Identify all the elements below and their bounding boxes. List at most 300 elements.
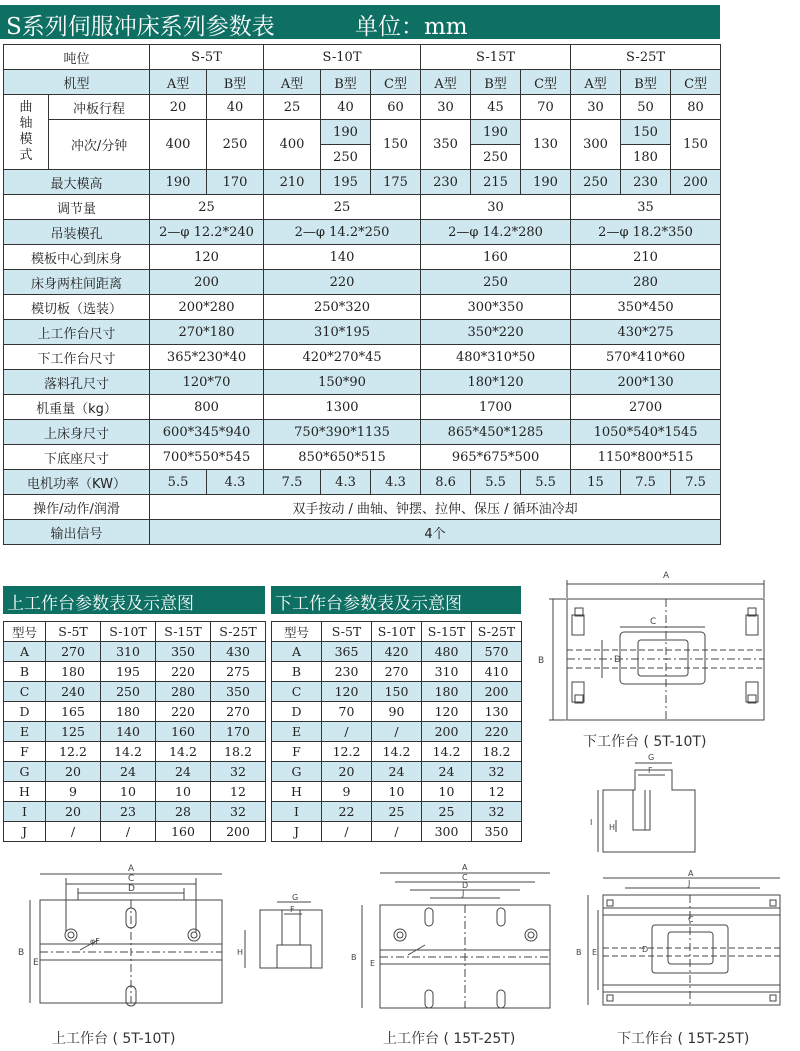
- series-cell: S-15T: [421, 45, 571, 70]
- spec-row-value: 865*450*1285: [421, 420, 571, 445]
- param-value-cell: 20: [46, 762, 101, 782]
- spec-row: [4, 445, 721, 470]
- param-value-cell: 25: [422, 802, 472, 822]
- param-value-cell: 270: [372, 662, 422, 682]
- param-value-cell: 430: [211, 642, 266, 662]
- upper-table-title: 上工作台参数表及示意图: [7, 594, 194, 614]
- param-row: [4, 682, 266, 702]
- spm-cell: 190: [471, 120, 521, 145]
- param-value-cell: 240: [46, 682, 101, 702]
- spm-label: 冲次/分钟: [49, 120, 150, 170]
- param-row: [272, 642, 522, 662]
- max-height-cell: 250: [571, 170, 621, 195]
- spec-table: [3, 44, 721, 545]
- spec-row-label: 床身两柱间距离: [4, 270, 150, 295]
- param-value-cell: 25: [372, 802, 422, 822]
- dim-label-c: C: [650, 617, 657, 627]
- param-letter-cell: A: [272, 642, 322, 662]
- spec-row-label: 吊装模孔: [4, 220, 150, 245]
- stroke-cell: 80: [671, 95, 721, 120]
- model-cell: B型: [621, 70, 671, 95]
- spec-row-value: 600*345*940: [150, 420, 264, 445]
- spec-row-value: 850*650*515: [264, 445, 421, 470]
- param-letter-cell: I: [272, 802, 322, 822]
- param-letter-cell: B: [4, 662, 46, 682]
- dim-label-a: A: [128, 864, 135, 874]
- param-row: [272, 822, 522, 842]
- param-value-cell: /: [372, 822, 422, 842]
- spec-row-value: 480*310*50: [421, 345, 571, 370]
- param-row: [4, 662, 266, 682]
- spec-row-value: 120: [150, 245, 264, 270]
- dim-label-b: B: [538, 656, 545, 666]
- spec-row-label: 机重量（kg）: [4, 395, 150, 420]
- spec-row-value: 210: [571, 245, 721, 270]
- output-label: 输出信号: [4, 520, 150, 545]
- stroke-cell: 25: [264, 95, 321, 120]
- output-value: 4个: [150, 520, 721, 545]
- param-value-cell: 570: [472, 642, 522, 662]
- dim-label-e: E: [33, 958, 39, 968]
- dim-label-e: E: [370, 959, 376, 968]
- crank-mode-label: 曲轴模式: [4, 95, 49, 170]
- page-title: S系列伺服冲床系列参数表: [6, 14, 275, 40]
- max-height-cell: 230: [621, 170, 671, 195]
- stroke-cell: 30: [571, 95, 621, 120]
- param-value-cell: 12: [472, 782, 522, 802]
- param-letter-cell: G: [4, 762, 46, 782]
- spec-row-value: 2—φ 14.2*250: [264, 220, 421, 245]
- param-value-cell: 12.2: [322, 742, 372, 762]
- spec-row-value: 25: [264, 195, 421, 220]
- motor-cell: 7.5: [621, 470, 671, 495]
- model-cell: C型: [521, 70, 571, 95]
- param-letter-cell: F: [272, 742, 322, 762]
- param-letter-cell: I: [4, 802, 46, 822]
- model-cell: A型: [571, 70, 621, 95]
- spec-row-value: 160: [421, 245, 571, 270]
- param-value-cell: 32: [211, 802, 266, 822]
- param-value-cell: 180: [101, 702, 156, 722]
- stroke-cell: 30: [421, 95, 471, 120]
- param-value-cell: 18.2: [472, 742, 522, 762]
- spec-row-value: 280: [571, 270, 721, 295]
- param-value-cell: 10: [156, 782, 211, 802]
- spec-row-value: 300*350: [421, 295, 571, 320]
- caption-lower-15t-25t: 下工作台 ( 15T-25T): [617, 1031, 750, 1047]
- stroke-row: [4, 95, 721, 120]
- param-value-cell: 10: [372, 782, 422, 802]
- spec-row: [4, 295, 721, 320]
- param-row: [272, 682, 522, 702]
- spm-cell: 190: [321, 120, 371, 145]
- spec-row-value: 965*675*500: [421, 445, 571, 470]
- upper-worktable-5t-10t-drawing: [18, 864, 222, 1006]
- spec-row-value: 420*270*45: [264, 345, 421, 370]
- spec-row-value: 270*180: [150, 320, 264, 345]
- param-value-cell: 14.2: [422, 742, 472, 762]
- spec-row: [4, 220, 721, 245]
- param-value-cell: 170: [211, 722, 266, 742]
- param-value-cell: 9: [322, 782, 372, 802]
- spec-row-value: 35: [571, 195, 721, 220]
- param-value-cell: 24: [372, 762, 422, 782]
- dim-label-j: J: [688, 879, 691, 888]
- spec-row-value: 1700: [421, 395, 571, 420]
- spec-row: [4, 320, 721, 345]
- spec-row: [4, 395, 721, 420]
- param-letter-cell: B: [272, 662, 322, 682]
- model-label: 机型: [4, 70, 150, 95]
- max-height-cell: 190: [150, 170, 207, 195]
- series-cell: S-10T: [264, 45, 421, 70]
- param-value-cell: 280: [156, 682, 211, 702]
- spm-cell: 250: [321, 145, 371, 170]
- spec-row-value: 200*280: [150, 295, 264, 320]
- dim-label-b: B: [18, 948, 25, 958]
- param-value-cell: 365: [322, 642, 372, 662]
- param-value-cell: 20: [46, 802, 101, 822]
- stroke-cell: 20: [150, 95, 207, 120]
- param-value-cell: 350: [472, 822, 522, 842]
- caption-upper-15t-25t: 上工作台 ( 15T-25T): [383, 1031, 516, 1047]
- param-row: [272, 722, 522, 742]
- operation-value: 双手按动 / 曲轴、钟摆、拉伸、保压 / 循环油冷却: [150, 495, 721, 520]
- stroke-cell: 40: [321, 95, 371, 120]
- param-value-cell: 14.2: [372, 742, 422, 762]
- max-height-cell: 200: [671, 170, 721, 195]
- dim-label-b: B: [576, 948, 582, 957]
- motor-cell: 4.3: [371, 470, 421, 495]
- motor-row: [4, 470, 721, 495]
- param-header-cell: S-25T: [211, 622, 266, 642]
- param-value-cell: 270: [46, 642, 101, 662]
- upper-table-title-bar: [3, 586, 265, 614]
- dim-label-d: D: [642, 945, 649, 954]
- stroke-cell: 50: [621, 95, 671, 120]
- param-value-cell: 420: [372, 642, 422, 662]
- param-row: [4, 702, 266, 722]
- dim-label-d: D: [128, 884, 135, 894]
- param-letter-cell: E: [4, 722, 46, 742]
- output-row: [4, 520, 721, 545]
- param-value-cell: 180: [46, 662, 101, 682]
- spec-row: [4, 345, 721, 370]
- param-row: [272, 702, 522, 722]
- series-cell: S-5T: [150, 45, 264, 70]
- caption-upper-5t-10t: 上工作台 ( 5T-10T): [52, 1031, 176, 1047]
- upper-param-table: [3, 621, 266, 842]
- dim-label-e: E: [592, 948, 598, 957]
- param-letter-cell: J: [272, 822, 322, 842]
- param-value-cell: 32: [211, 762, 266, 782]
- main-title-bar: [0, 5, 720, 39]
- max-height-label: 最大模高: [4, 170, 150, 195]
- param-value-cell: 140: [101, 722, 156, 742]
- model-cell: A型: [421, 70, 471, 95]
- stroke-cell: 70: [521, 95, 571, 120]
- dim-label-d: D: [462, 881, 469, 890]
- spec-row-value: 200: [150, 270, 264, 295]
- operation-row: [4, 495, 721, 520]
- upper-t-slot-section-drawing: [237, 893, 322, 968]
- spec-row-value: 570*410*60: [571, 345, 721, 370]
- param-value-cell: 14.2: [156, 742, 211, 762]
- param-letter-cell: H: [272, 782, 322, 802]
- param-value-cell: 32: [472, 762, 522, 782]
- spec-row-label: 上工作台尺寸: [4, 320, 150, 345]
- model-cell: B型: [207, 70, 264, 95]
- param-letter-cell: H: [4, 782, 46, 802]
- param-value-cell: 480: [422, 642, 472, 662]
- param-value-cell: 20: [322, 762, 372, 782]
- spec-row-value: 310*195: [264, 320, 421, 345]
- series-cell: S-25T: [571, 45, 721, 70]
- spec-row-value: 2—φ 12.2*240: [150, 220, 264, 245]
- param-letter-cell: D: [272, 702, 322, 722]
- lower-table-title-bar: [271, 586, 521, 614]
- spec-row-value: 250*320: [264, 295, 421, 320]
- param-value-cell: 165: [46, 702, 101, 722]
- spec-row-value: 2700: [571, 395, 721, 420]
- spec-row-value: 30: [421, 195, 571, 220]
- param-letter-cell: D: [4, 702, 46, 722]
- param-header-cell: S-10T: [372, 622, 422, 642]
- max-height-cell: 190: [521, 170, 571, 195]
- model-cell: B型: [471, 70, 521, 95]
- spec-row-value: 430*275: [571, 320, 721, 345]
- motor-cell: 7.5: [264, 470, 321, 495]
- param-value-cell: 150: [372, 682, 422, 702]
- spm-cell: 250: [207, 120, 264, 170]
- max-height-cell: 170: [207, 170, 264, 195]
- lower-worktable-5t-10t-drawing: [538, 571, 764, 720]
- param-row: [4, 782, 266, 802]
- max-height-cell: 210: [264, 170, 321, 195]
- param-value-cell: 120: [322, 682, 372, 702]
- spec-row-label: 模板中心到床身: [4, 245, 150, 270]
- param-value-cell: 275: [211, 662, 266, 682]
- spm-row-top: [4, 120, 721, 145]
- param-value-cell: 9: [46, 782, 101, 802]
- param-value-cell: 70: [322, 702, 372, 722]
- spec-row-value: 140: [264, 245, 421, 270]
- spec-row-value: 25: [150, 195, 264, 220]
- spec-row: [4, 245, 721, 270]
- max-height-row: [4, 170, 721, 195]
- param-row: [4, 722, 266, 742]
- spec-row-value: 120*70: [150, 370, 264, 395]
- spec-row-value: 220: [264, 270, 421, 295]
- param-row: [272, 782, 522, 802]
- param-value-cell: 14.2: [101, 742, 156, 762]
- spec-row-value: 350*220: [421, 320, 571, 345]
- dim-label-f: F: [648, 766, 653, 775]
- motor-cell: 4.3: [207, 470, 264, 495]
- spec-row-value: 1300: [264, 395, 421, 420]
- lower-param-table: [271, 621, 522, 842]
- param-letter-cell: C: [4, 682, 46, 702]
- spec-row: [4, 195, 721, 220]
- param-value-cell: 24: [101, 762, 156, 782]
- motor-cell: 15: [571, 470, 621, 495]
- param-value-cell: 24: [422, 762, 472, 782]
- param-header-cell: S-5T: [322, 622, 372, 642]
- param-value-cell: 200: [472, 682, 522, 702]
- motor-cell: 5.5: [150, 470, 207, 495]
- spec-row-value: 800: [150, 395, 264, 420]
- param-value-cell: 220: [472, 722, 522, 742]
- tonnage-row: [4, 45, 721, 70]
- param-value-cell: 22: [322, 802, 372, 822]
- upper-worktable-15t-25t-drawing: [351, 863, 550, 1008]
- spm-cell: 150: [371, 120, 421, 170]
- spec-row-label: 上床身尺寸: [4, 420, 150, 445]
- param-value-cell: 180: [422, 682, 472, 702]
- param-value-cell: 90: [372, 702, 422, 722]
- param-value-cell: 125: [46, 722, 101, 742]
- spm-cell: 400: [264, 120, 321, 170]
- param-value-cell: /: [101, 822, 156, 842]
- model-cell: A型: [150, 70, 207, 95]
- dim-label-g: G: [292, 893, 299, 902]
- stroke-label: 冲板行程: [49, 95, 150, 120]
- spec-row-value: 700*550*545: [150, 445, 264, 470]
- dim-label-a: A: [688, 869, 694, 878]
- param-value-cell: 32: [472, 802, 522, 822]
- caption-lower-5t-10t: 下工作台 ( 5T-10T): [583, 734, 707, 750]
- spec-row: [4, 370, 721, 395]
- param-value-cell: 200: [211, 822, 266, 842]
- param-letter-cell: G: [272, 762, 322, 782]
- param-header-cell: 型号: [4, 622, 46, 642]
- param-value-cell: 220: [156, 662, 211, 682]
- param-header-cell: S-10T: [101, 622, 156, 642]
- spec-row-value: 1050*540*1545: [571, 420, 721, 445]
- dim-label-j: J: [462, 889, 465, 898]
- param-value-cell: 200: [422, 722, 472, 742]
- spec-row-value: 365*230*40: [150, 345, 264, 370]
- param-header-cell: S-25T: [472, 622, 522, 642]
- series-rows: [4, 195, 721, 470]
- param-value-cell: 220: [156, 702, 211, 722]
- max-height-cell: 195: [321, 170, 371, 195]
- param-value-cell: 250: [101, 682, 156, 702]
- spec-row: [4, 270, 721, 295]
- param-letter-cell: F: [4, 742, 46, 762]
- spec-row-label: 调节量: [4, 195, 150, 220]
- tonnage-label: 吨位: [4, 45, 150, 70]
- param-value-cell: 350: [211, 682, 266, 702]
- dim-label-g: G: [648, 753, 655, 762]
- param-value-cell: /: [46, 822, 101, 842]
- param-value-cell: 160: [156, 722, 211, 742]
- dim-label-phi-f: φF: [90, 937, 100, 946]
- param-value-cell: 300: [422, 822, 472, 842]
- spm-cell: 300: [571, 120, 621, 170]
- param-letter-cell: A: [4, 642, 46, 662]
- dim-label-d: D: [614, 655, 621, 665]
- param-value-cell: 130: [472, 702, 522, 722]
- param-header-cell: S-15T: [156, 622, 211, 642]
- param-value-cell: /: [372, 722, 422, 742]
- spm-cell: 150: [671, 120, 721, 170]
- spec-row: [4, 420, 721, 445]
- spec-row-value: 200*130: [571, 370, 721, 395]
- param-value-cell: 12: [211, 782, 266, 802]
- dim-label-f: F: [290, 905, 295, 914]
- param-header-cell: S-5T: [46, 622, 101, 642]
- spm-cell: 250: [471, 145, 521, 170]
- dim-label-h: H: [609, 823, 616, 832]
- motor-label: 电机功率（KW）: [4, 470, 150, 495]
- motor-cell: 4.3: [321, 470, 371, 495]
- param-row: [4, 802, 266, 822]
- param-row: [272, 802, 522, 822]
- param-value-cell: 23: [101, 802, 156, 822]
- dim-label-c: C: [128, 874, 135, 884]
- param-value-cell: 195: [101, 662, 156, 682]
- model-row: [4, 70, 721, 95]
- model-cell: C型: [671, 70, 721, 95]
- param-value-cell: 350: [156, 642, 211, 662]
- max-height-cell: 215: [471, 170, 521, 195]
- param-row: [4, 762, 266, 782]
- spec-row-value: 350*450: [571, 295, 721, 320]
- spm-cell: 400: [150, 120, 207, 170]
- param-header-row: [4, 622, 266, 642]
- spm-cell: 350: [421, 120, 471, 170]
- param-header-cell: 型号: [272, 622, 322, 642]
- stroke-cell: 45: [471, 95, 521, 120]
- spm-cell: 130: [521, 120, 571, 170]
- param-value-cell: 120: [422, 702, 472, 722]
- param-row: [4, 642, 266, 662]
- param-value-cell: 410: [472, 662, 522, 682]
- spec-row-label: 下工作台尺寸: [4, 345, 150, 370]
- param-letter-cell: J: [4, 822, 46, 842]
- model-cell: C型: [371, 70, 421, 95]
- param-value-cell: 10: [101, 782, 156, 802]
- spec-row-value: 2—φ 14.2*280: [421, 220, 571, 245]
- param-value-cell: 230: [322, 662, 372, 682]
- lower-worktable-15t-25t-drawing: [576, 869, 780, 1005]
- spec-row-value: 180*120: [421, 370, 571, 395]
- stroke-cell: 60: [371, 95, 421, 120]
- param-value-cell: /: [322, 822, 372, 842]
- dim-label-c: C: [462, 873, 468, 882]
- model-cell: A型: [264, 70, 321, 95]
- param-row: [4, 742, 266, 762]
- dim-label-c: C: [688, 915, 694, 924]
- spec-row-value: 750*390*1135: [264, 420, 421, 445]
- param-value-cell: 28: [156, 802, 211, 822]
- param-value-cell: 24: [156, 762, 211, 782]
- param-header-cell: S-15T: [422, 622, 472, 642]
- param-header-row: [272, 622, 522, 642]
- spec-row-value: 250: [421, 270, 571, 295]
- spec-row-label: 下底座尺寸: [4, 445, 150, 470]
- dim-label-a: A: [663, 571, 670, 581]
- param-value-cell: 18.2: [211, 742, 266, 762]
- param-value-cell: 12.2: [46, 742, 101, 762]
- param-letter-cell: E: [272, 722, 322, 742]
- spec-row-value: 1150*800*515: [571, 445, 721, 470]
- spec-row-label: 模切板（选装）: [4, 295, 150, 320]
- param-letter-cell: C: [272, 682, 322, 702]
- max-height-cell: 230: [421, 170, 471, 195]
- spec-row-value: 2—φ 18.2*350: [571, 220, 721, 245]
